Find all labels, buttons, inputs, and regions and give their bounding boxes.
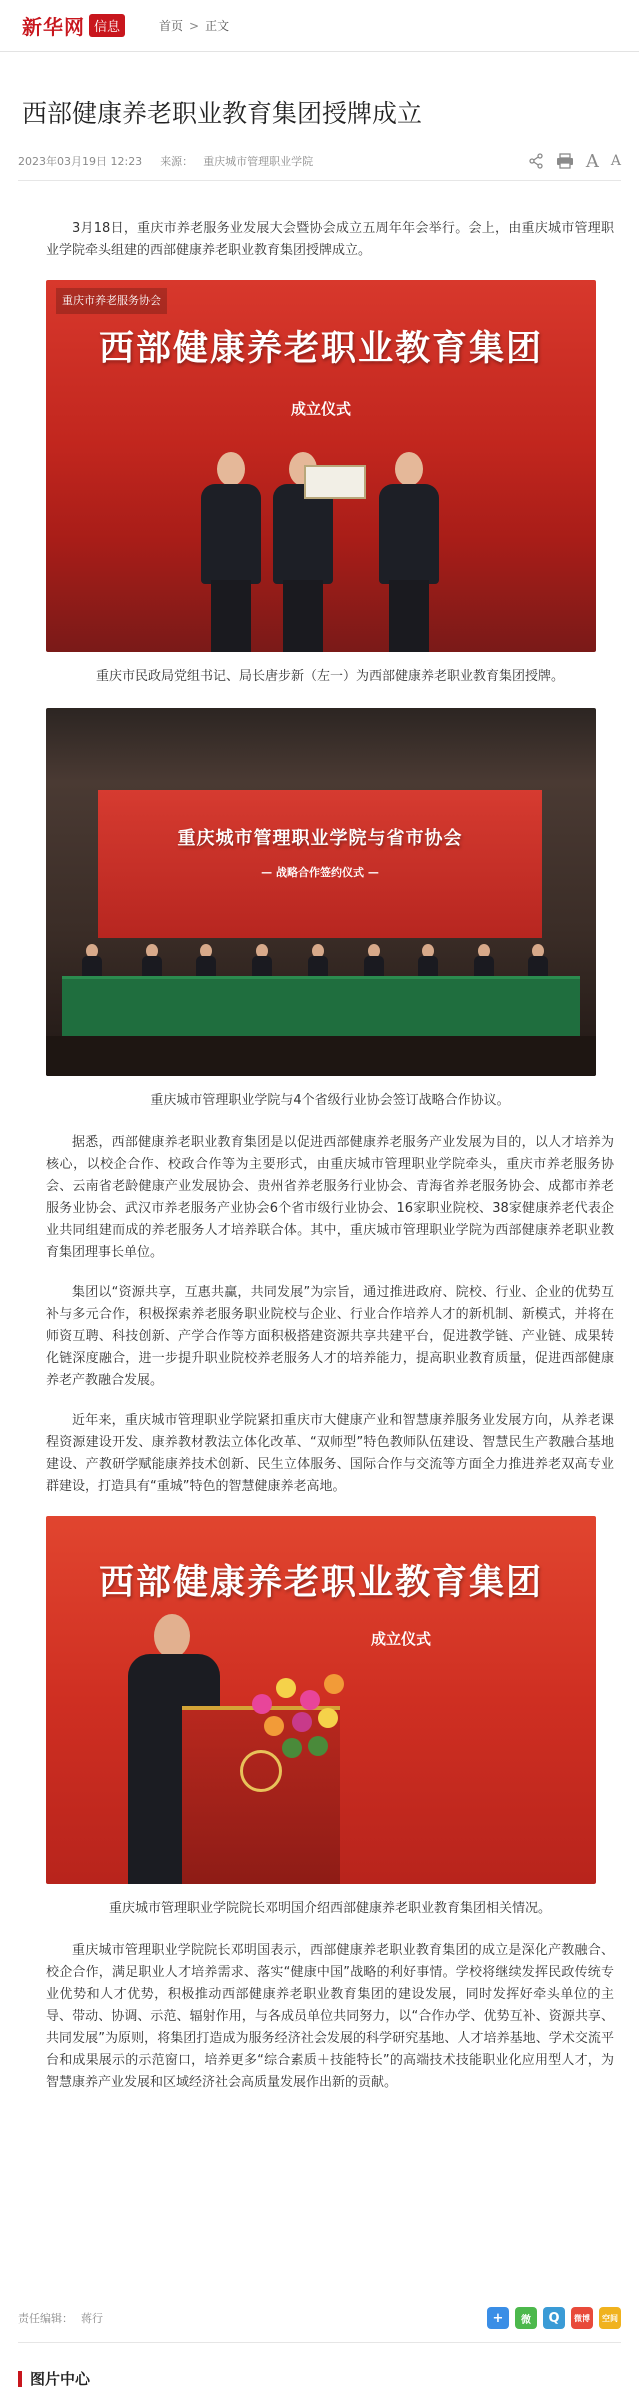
page-title: 西部健康养老职业教育集团授牌成立 xyxy=(22,99,423,128)
article-tools xyxy=(528,151,621,172)
photo-flowers xyxy=(242,1664,362,1774)
article-photo xyxy=(46,1516,596,1884)
editor-label: 责任编辑： xyxy=(18,2312,73,2325)
section-accent-bar xyxy=(18,2371,22,2387)
site-logo[interactable] xyxy=(22,11,125,40)
print-icon[interactable] xyxy=(556,153,574,169)
photo-person xyxy=(196,452,266,652)
breadcrumb-current: 正文 xyxy=(205,19,230,33)
qzone-icon[interactable]: 空间 xyxy=(599,2307,621,2329)
article-meta xyxy=(18,148,621,174)
photo-banner-org: 重庆市养老服务协会 xyxy=(56,288,167,314)
share-bar xyxy=(487,2307,621,2329)
breadcrumb-separator: > xyxy=(189,18,200,33)
font-smaller-button[interactable]: A xyxy=(610,153,621,169)
qq-icon[interactable]: Q xyxy=(543,2307,565,2329)
section-title: 图片中心 xyxy=(30,2370,91,2388)
source-name: 重庆城市管理职业学院 xyxy=(203,155,314,168)
photo-banner-title: 西部健康养老职业教育集团 xyxy=(98,329,543,369)
photo-plaque xyxy=(304,465,366,499)
photo-banner-subtitle: — 战略合作签约仪式 — xyxy=(261,866,379,879)
paragraph: 集团以“资源共享，互惠共赢，共同发展”为宗旨，通过推进政府、院校、行业、企业的优势互补与多元合作，积极探索养老服务职业院校与企业、行业合作培养人才的新机制、新模式，并将在师资互聘、科技创新、产学合作等方面积极搭建资源共享共建平台，促进教学链、产业链、成果转化链深度融合，进一步提升职业院校养老服务人才的培养能力，提高职业教育质量，促进西部健康养老产教融合发展。 xyxy=(46,1285,614,1388)
photo-banner-title: 西部健康养老职业教育集团 xyxy=(98,1563,543,1603)
article-photo xyxy=(46,280,596,652)
font-larger-button[interactable]: A xyxy=(585,150,599,172)
photo-stage-floor xyxy=(46,1036,596,1076)
photo-banner-title: 重庆城市管理职业学院与省市协会 xyxy=(177,828,463,849)
footer-divider xyxy=(18,2342,621,2343)
meta-divider xyxy=(18,180,621,181)
photo-person xyxy=(374,452,444,652)
source-label: 来源： xyxy=(160,155,194,168)
share-icon[interactable] xyxy=(528,153,544,169)
photo-caption: 重庆城市管理职业学院与4个省级行业协会签订战略合作协议。 xyxy=(150,1093,510,1108)
logo-tag: 信息 xyxy=(89,14,125,37)
photo-banner-subtitle: 成立仪式 xyxy=(370,1630,431,1648)
publish-time: 2023年03月19日 12:23 xyxy=(18,155,143,168)
breadcrumb xyxy=(159,17,229,34)
article-body xyxy=(46,218,614,2112)
editor-name: 蒋行 xyxy=(81,2312,103,2325)
weibo-icon[interactable]: 微博 xyxy=(571,2307,593,2329)
paragraph: 据悉，西部健康养老职业教育集团是以促进西部健康养老服务产业发展为目的，以人才培养为核心，以校企合作、校政合作等为主要形式，由重庆城市管理职业学院牵头，重庆市养老服务协会、云南省老龄健康产业发展协会、贵州省养老服务行业协会、青海省养老服务协会、成都市养老服务业协会、武汉市养老服务产业协会6个省市级行业协会、16家职业院校、38家健康养老代表企业共同组建而成的养老服务人才培养联合体。其中，重庆城市管理职业学院为西部健康养老职业教育集团理事长单位。 xyxy=(46,1135,614,1260)
paragraph: 3月18日，重庆市养老服务业发展大会暨协会成立五周年年会举行。会上，由重庆城市管理职业学院牵头组建的西部健康养老职业教育集团授牌成立。 xyxy=(46,221,614,258)
photo-caption: 重庆市民政局党组书记、局长唐步新（左一）为西部健康养老职业教育集团授牌。 xyxy=(95,669,564,684)
photo-screen xyxy=(98,790,542,938)
paragraph: 重庆城市管理职业学院院长邓明国表示，西部健康养老职业教育集团的成立是深化产教融合、校企合作，满足职业人才培养需求、落实“健康中国”战略的利好事情。学校将继续发挥民政传统专业优势和人才优势，积极推动西部健康养老职业教育集团的建设发展，同时发挥好牵头单位的主导、带动、协调、示范、辐射作用，与各成员单位共同努力，以“合作办学、优势互补、资源共享、共同发展”为原则，将集团打造成为服务经济社会发展的科学研究基地、人才培养基地、学术交流平台和成果展示的示范窗口，培养更多“综合素质＋技能特长”的高端技术技能职业化应用型人才，为智慧康养产业发展和区域经济社会高质量发展作出新的贡献。 xyxy=(46,1943,614,2090)
logo-text: 新华网 xyxy=(22,15,85,39)
wechat-icon[interactable]: 微 xyxy=(515,2307,537,2329)
top-bar xyxy=(0,0,639,52)
article-photo xyxy=(46,708,596,1076)
photo-banner-subtitle: 成立仪式 xyxy=(290,400,351,418)
share-more-icon[interactable]: + xyxy=(487,2307,509,2329)
breadcrumb-home-link[interactable]: 首页 xyxy=(159,19,184,33)
section-header xyxy=(18,2368,90,2389)
paragraph: 近年来，重庆城市管理职业学院紧扣重庆市大健康产业和智慧康养服务业发展方向，从养老课程资源建设开发、康养教材教法立体化改革、“双师型”特色教师队伍建设、智慧民生产教融合基地建设、产教研学赋能康养技术创新、民生立体服务、国际合作与交流等方面全力推进养老双高专业群建设，打造具有“重城”特色的智慧健康养老高地。 xyxy=(46,1413,614,1494)
photo-signing-table xyxy=(62,976,580,1038)
editor-row xyxy=(18,2304,621,2332)
photo-caption: 重庆城市管理职业学院院长邓明国介绍西部健康养老职业教育集团相关情况。 xyxy=(108,1901,551,1916)
